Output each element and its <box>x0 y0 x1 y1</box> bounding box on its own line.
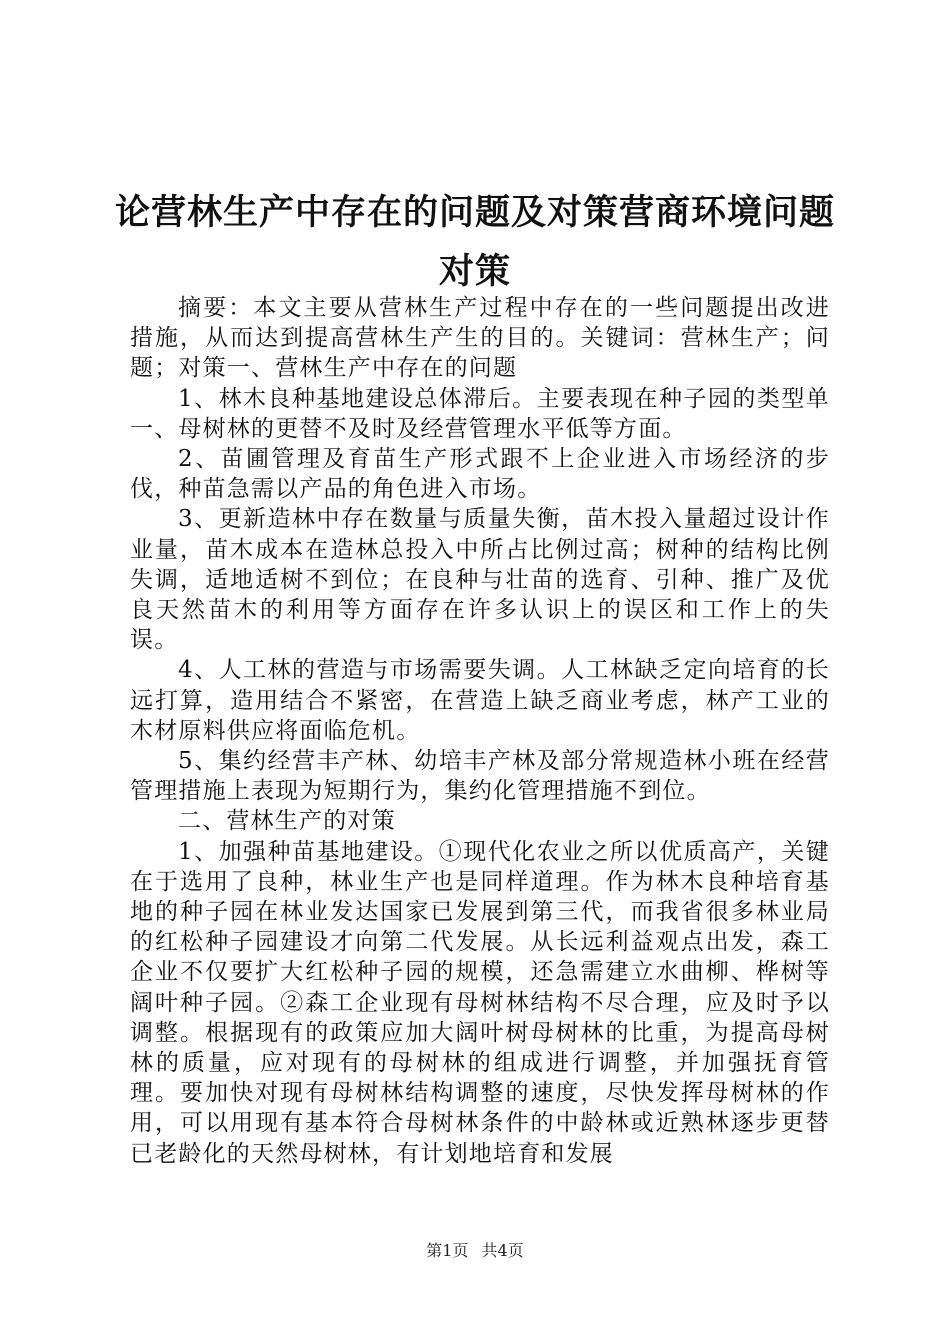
paragraph-abstract: 摘要：本文主要从营林生产过程中存在的一些问题提出改进措施，从而达到提高营林生产生的目的。关键词：营林生产；问题；对策一、营林生产中存在的问题 <box>130 295 830 382</box>
page-footer <box>0 1238 950 1261</box>
page-number: 第1页 <box>426 1241 469 1260</box>
document-body <box>130 293 830 1169</box>
page-total: 共4页 <box>481 1241 524 1260</box>
document-title-line-1: 论营林生产中存在的问题及对策营商环境问题 <box>114 192 835 233</box>
paragraph-item-4: 4、人工林的营造与市场需要失调。人工林缺乏定向培育的长远打算，造用结合不紧密，在营造上缺乏商业考虑，林产工业的木材原料供应将面临危机。 <box>130 657 830 744</box>
paragraph-item-1: 1、林木良种基地建设总体滞后。主要表现在种子园的类型单一、母树林的更替不及时及经营管理水平低等方面。 <box>130 385 830 442</box>
section-heading-countermeasures: 二、营林生产的对策 <box>178 808 396 835</box>
paragraph-countermeasure-1: 1、加强种苗基地建设。①现代化农业之所以优质高产，关键在于选用了良种，林业生产也是同样道理。作为林木良种培育基地的种子园在林业发达国家已发展到第三代，而我省很多林业局的红松种子园建设才向第二代发展。从长远利益观点出发，森工企业不仅要扩大红松种子园的规模，还急需建立水曲柳、桦树等阔叶种子园。②森工企业现有母树林结构不尽合理，应及时予以调整。根据现有的政策应加大阔叶树母树林的比重，为提高母树林的质量，应对现有的母树林的组成进行调整，并加强抚育管理。要加快对现有母树林结构调整的速度，尽快发挥母树林的作用，可以用现有基本符合母树林条件的中龄林或近熟林逐步更替已老龄化的天然母树林，有计划地培育和发展 <box>130 838 830 1167</box>
paragraph-item-2: 2、苗圃管理及育苗生产形式跟不上企业进入市场经济的步伐，种苗急需以产品的角色进入市场。 <box>130 446 830 503</box>
paragraph-item-3: 3、更新造林中存在数量与质量失衡，苗木投入量超过设计作业量，苗木成本在造林总投入中所占比例过高；树种的结构比例失调，适地适树不到位；在良种与壮苗的选育、引种、推广及优良天然苗木的利用等方面存在许多认识上的误区和工作上的失误。 <box>130 506 830 654</box>
document-title-line-2: 对策 <box>438 251 511 292</box>
paragraph-item-5: 5、集约经营丰产林、幼培丰产林及部分常规造林小班在经营管理措施上表现为短期行为，集约化管理措施不到位。 <box>130 748 830 805</box>
